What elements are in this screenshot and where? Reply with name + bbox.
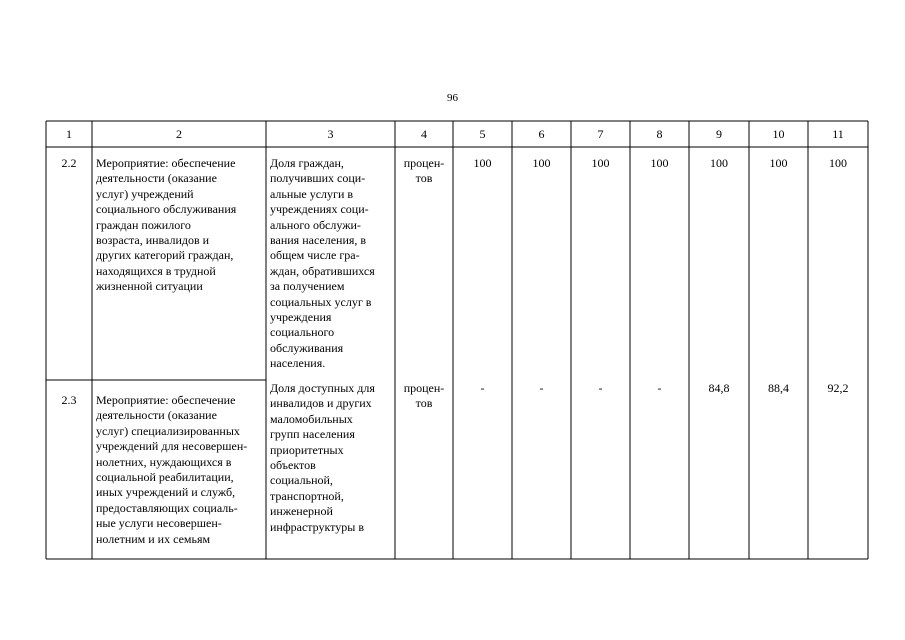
header-col-3: 3 <box>327 127 334 141</box>
header-col-11: 11 <box>832 127 844 141</box>
event-description: Мероприятие: обеспечение деятельности (оказание услуг) учреждений социального обслуживания граждан пожилого возраста, инвалидов и других категорий граждан, находящихся в трудной жизненной ситуации <box>96 156 237 294</box>
value-col-6: - <box>539 381 544 395</box>
header-col-7: 7 <box>597 127 604 141</box>
value-col-11: 92,2 <box>827 381 849 395</box>
header-col-1: 1 <box>66 127 72 141</box>
indicator-description: Доля доступных для инвалидов и других маломобильных групп населения приоритетных объектов социальной, транспортной, инженерной инфраструктуры в <box>270 381 375 534</box>
row-number: 2.2 <box>61 156 77 170</box>
value-col-7: 100 <box>591 156 610 170</box>
value-col-10: 100 <box>769 156 788 170</box>
unit: процен- тов <box>403 156 445 186</box>
unit: процен- тов <box>403 381 445 411</box>
header-col-8: 8 <box>656 127 663 141</box>
value-col-5: - <box>480 381 485 395</box>
header-col-6: 6 <box>538 127 545 141</box>
header-col-9: 9 <box>716 127 722 141</box>
header-col-2: 2 <box>176 127 182 141</box>
value-col-5: 100 <box>473 156 492 170</box>
indicator-description: Доля граждан, получивших соци- альные услуги в учреждениях соци- ального обслужи- вания населения, в общем числе гра- ждан, обратившихся за получением социальных услуг в учреждения социального обслуживания населения. <box>270 156 375 371</box>
value-col-8: - <box>657 381 662 395</box>
header-col-4: 4 <box>421 127 427 141</box>
value-col-9: 100 <box>710 156 728 170</box>
value-col-6: 100 <box>532 156 551 170</box>
header-col-10: 10 <box>772 127 785 141</box>
value-col-9: 84,8 <box>708 381 730 395</box>
value-col-8: 100 <box>650 156 669 170</box>
value-col-10: 88,4 <box>768 381 789 395</box>
page-number: 96 <box>447 92 458 104</box>
header-col-5: 5 <box>479 127 486 141</box>
value-col-7: - <box>598 381 603 395</box>
row-number: 2.3 <box>61 393 77 407</box>
event-description: Мероприятие: обеспечение деятельности (оказание услуг) специализированных учреждений для несовершен- нолетних, нуждающихся в социальной реабилитации, иных учреждений и служб, предоставляющих социаль- ные услуги несовершен- нолетним и их семьям <box>96 393 248 546</box>
value-col-11: 100 <box>829 156 847 170</box>
